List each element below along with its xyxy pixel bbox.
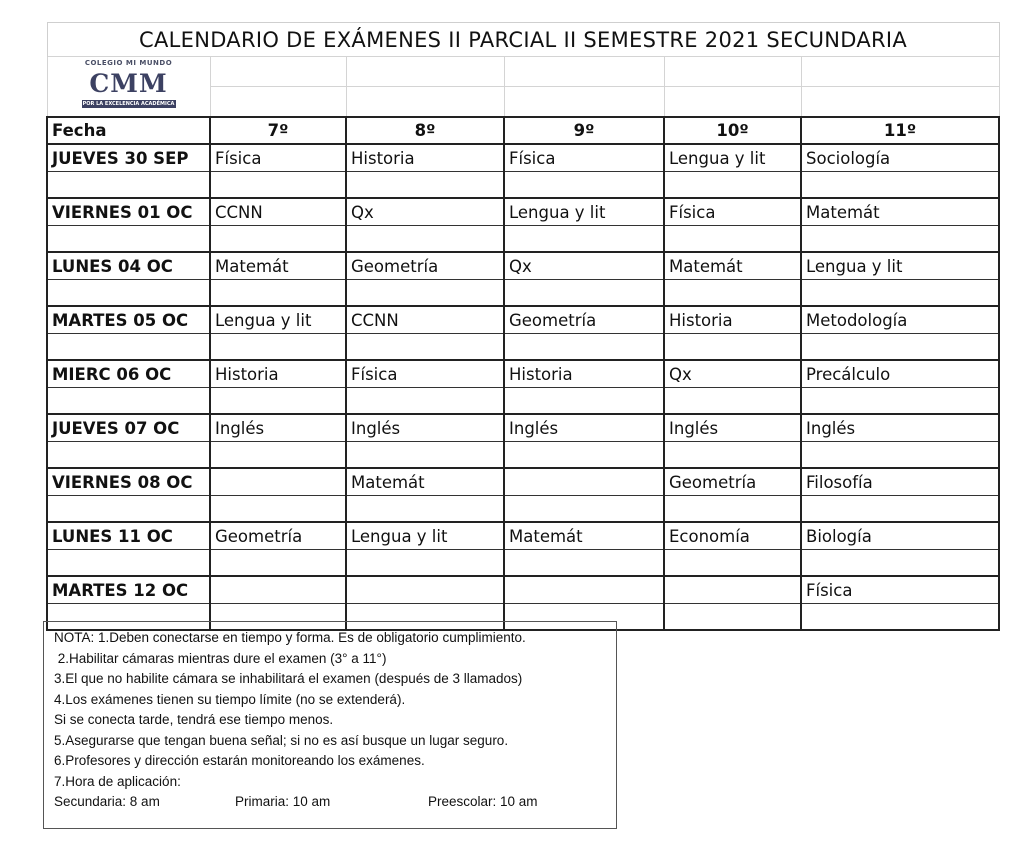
table-row [47, 522, 999, 550]
exam-date: MARTES 05 OC [47, 306, 210, 334]
logo-main-text: CMM [89, 68, 168, 98]
blank-cell [801, 604, 999, 631]
exam-date: MARTES 12 OC [47, 576, 210, 604]
blank-cell [504, 280, 664, 307]
spacer-row [47, 496, 999, 523]
header-grade-9: 9º [504, 117, 664, 144]
blank-cell [346, 57, 504, 87]
spacer-row [47, 172, 999, 199]
blank-cell [210, 496, 346, 523]
blank-cell [210, 550, 346, 577]
note-line: 6.Profesores y dirección estarán monitoreando los exámenes. [54, 753, 425, 768]
blank-cell [801, 226, 999, 253]
spacer-row [47, 334, 999, 361]
note-line: 3.El que no habilite cámara se inhabilitará el examen (después de 3 llamados) [54, 671, 523, 686]
hours-secundaria: Secundaria: 8 am [54, 794, 160, 809]
blank-cell [47, 388, 210, 415]
subject-cell: Matemát [346, 468, 504, 496]
blank-cell [210, 57, 346, 87]
subject-cell: Matemát [801, 198, 999, 226]
subject-cell: Inglés [210, 414, 346, 442]
blank-cell [664, 442, 801, 469]
note-line: NOTA: 1.Deben conectarse en tiempo y forma. Es de obligatorio cumplimiento. [54, 630, 526, 645]
blank-cell [210, 87, 346, 118]
blank-cell [801, 87, 999, 118]
table-row [47, 414, 999, 442]
subject-cell: Física [664, 198, 801, 226]
blank-cell [346, 226, 504, 253]
blank-cell [504, 57, 664, 87]
exam-date: JUEVES 30 SEP [47, 144, 210, 172]
page-title: CALENDARIO DE EXÁMENES II PARCIAL II SEMESTRE 2021 SECUNDARIA [47, 23, 999, 57]
spacer-row [47, 388, 999, 415]
blank-cell [346, 442, 504, 469]
note-line: 7.Hora de aplicación: [54, 773, 181, 789]
blank-cell [47, 496, 210, 523]
table-row [47, 306, 999, 334]
blank-cell [47, 442, 210, 469]
subject-cell: Matemát [504, 522, 664, 550]
subject-cell: Inglés [504, 414, 664, 442]
subject-cell: Física [346, 360, 504, 388]
subject-cell: Matemát [664, 252, 801, 280]
subject-cell: Filosofía [801, 468, 999, 496]
blank-cell [801, 496, 999, 523]
subject-cell: Física [210, 144, 346, 172]
subject-cell: Geometría [210, 522, 346, 550]
blank-cell [346, 334, 504, 361]
header-fecha: Fecha [47, 117, 210, 144]
subject-cell: Historia [664, 306, 801, 334]
exam-calendar-table [46, 22, 1000, 631]
blank-cell [210, 172, 346, 199]
blank-cell [346, 550, 504, 577]
blank-cell [210, 442, 346, 469]
subject-cell: Física [801, 576, 999, 604]
blank-cell [801, 442, 999, 469]
subject-cell: Geometría [664, 468, 801, 496]
blank-cell [47, 550, 210, 577]
note-line: Si se conecta tarde, tendrá ese tiempo menos. [54, 712, 334, 727]
blank-cell [210, 388, 346, 415]
note-line: 5.Asegurarse que tengan buena señal; si no es así busque un lugar seguro. [54, 732, 509, 748]
subject-cell: Lengua y lit [210, 306, 346, 334]
blank-cell [47, 280, 210, 307]
subject-cell: Geometría [346, 252, 504, 280]
subject-cell: Qx [504, 252, 664, 280]
blank-cell [664, 388, 801, 415]
subject-cell: Matemát [210, 252, 346, 280]
spacer-row [47, 226, 999, 253]
blank-cell [210, 226, 346, 253]
subject-cell: Economía [664, 522, 801, 550]
subject-cell: CCNN [346, 306, 504, 334]
subject-cell [210, 576, 346, 604]
blank-cell [346, 280, 504, 307]
blank-cell [664, 172, 801, 199]
blank-cell [801, 57, 999, 87]
header-grade-10: 10º [664, 117, 801, 144]
table-row [47, 360, 999, 388]
exam-date: VIERNES 08 OC [47, 468, 210, 496]
logo-arc-text: COLEGIO MI MUNDO [84, 58, 173, 67]
header-grade-7: 7º [210, 117, 346, 144]
subject-cell: Inglés [664, 414, 801, 442]
subject-cell: Lengua y lit [346, 522, 504, 550]
blank-cell [210, 334, 346, 361]
blank-cell [504, 550, 664, 577]
hours-preescolar: Preescolar: 10 am [428, 794, 538, 809]
subject-cell [346, 576, 504, 604]
logo-band-text: POR LA EXCELENCIA ACADÉMICA [82, 100, 175, 107]
blank-cell [210, 280, 346, 307]
logo-cell [47, 57, 210, 118]
notes-box [43, 621, 617, 829]
exam-date: VIERNES 01 OC [47, 198, 210, 226]
table-row [47, 198, 999, 226]
blank-cell [664, 280, 801, 307]
hours-primaria: Primaria: 10 am [235, 794, 331, 809]
exam-date: LUNES 11 OC [47, 522, 210, 550]
blank-cell [504, 226, 664, 253]
subject-cell: Inglés [801, 414, 999, 442]
exam-calendar-sheet [46, 22, 998, 631]
subject-cell: Historia [504, 360, 664, 388]
schedule-hours [54, 792, 616, 813]
blank-cell [346, 87, 504, 118]
blank-cell [801, 334, 999, 361]
blank-cell [504, 388, 664, 415]
blank-cell [801, 550, 999, 577]
blank-cell [664, 57, 801, 87]
subject-cell: Biología [801, 522, 999, 550]
note-line: 2.Habilitar cámaras mientras dure el examen (3° a 11°) [54, 650, 387, 666]
blank-cell [664, 604, 801, 631]
subject-cell: Precálculo [801, 360, 999, 388]
blank-cell [504, 442, 664, 469]
blank-cell [346, 496, 504, 523]
blank-cell [47, 334, 210, 361]
subject-cell: Lengua y lit [504, 198, 664, 226]
blank-cell [664, 87, 801, 118]
blank-cell [504, 87, 664, 118]
blank-cell [664, 550, 801, 577]
spacer-row [47, 280, 999, 307]
blank-cell [664, 496, 801, 523]
blank-cell [47, 226, 210, 253]
table-row [47, 252, 999, 280]
blank-cell [801, 280, 999, 307]
subject-cell: Historia [210, 360, 346, 388]
subject-cell [664, 576, 801, 604]
spacer-row [47, 442, 999, 469]
subject-cell: Qx [664, 360, 801, 388]
subject-cell: Geometría [504, 306, 664, 334]
subject-cell: Sociología [801, 144, 999, 172]
blank-cell [504, 496, 664, 523]
table-row [47, 144, 999, 172]
subject-cell [504, 468, 664, 496]
subject-cell: Lengua y lit [801, 252, 999, 280]
blank-cell [801, 172, 999, 199]
header-grade-8: 8º [346, 117, 504, 144]
table-row [47, 576, 999, 604]
subject-cell [210, 468, 346, 496]
blank-cell [346, 388, 504, 415]
subject-cell: Inglés [346, 414, 504, 442]
header-grade-11: 11º [801, 117, 999, 144]
blank-cell [664, 334, 801, 361]
blank-cell [346, 172, 504, 199]
table-row [47, 468, 999, 496]
spacer-row [47, 550, 999, 577]
table-header-row [47, 117, 999, 144]
exam-date: JUEVES 07 OC [47, 414, 210, 442]
blank-cell [504, 172, 664, 199]
blank-cell [504, 334, 664, 361]
subject-cell: Lengua y lit [664, 144, 801, 172]
subject-cell: Metodología [801, 306, 999, 334]
school-logo [74, 58, 184, 113]
subject-cell: Historia [346, 144, 504, 172]
note-line: 4.Los exámenes tienen su tiempo límite (no se extenderá). [54, 691, 406, 707]
exam-date: MIERC 06 OC [47, 360, 210, 388]
blank-cell [47, 172, 210, 199]
subject-cell: Física [504, 144, 664, 172]
blank-cell [664, 226, 801, 253]
subject-cell: Qx [346, 198, 504, 226]
exam-date: LUNES 04 OC [47, 252, 210, 280]
subject-cell: CCNN [210, 198, 346, 226]
subject-cell [504, 576, 664, 604]
blank-cell [801, 388, 999, 415]
